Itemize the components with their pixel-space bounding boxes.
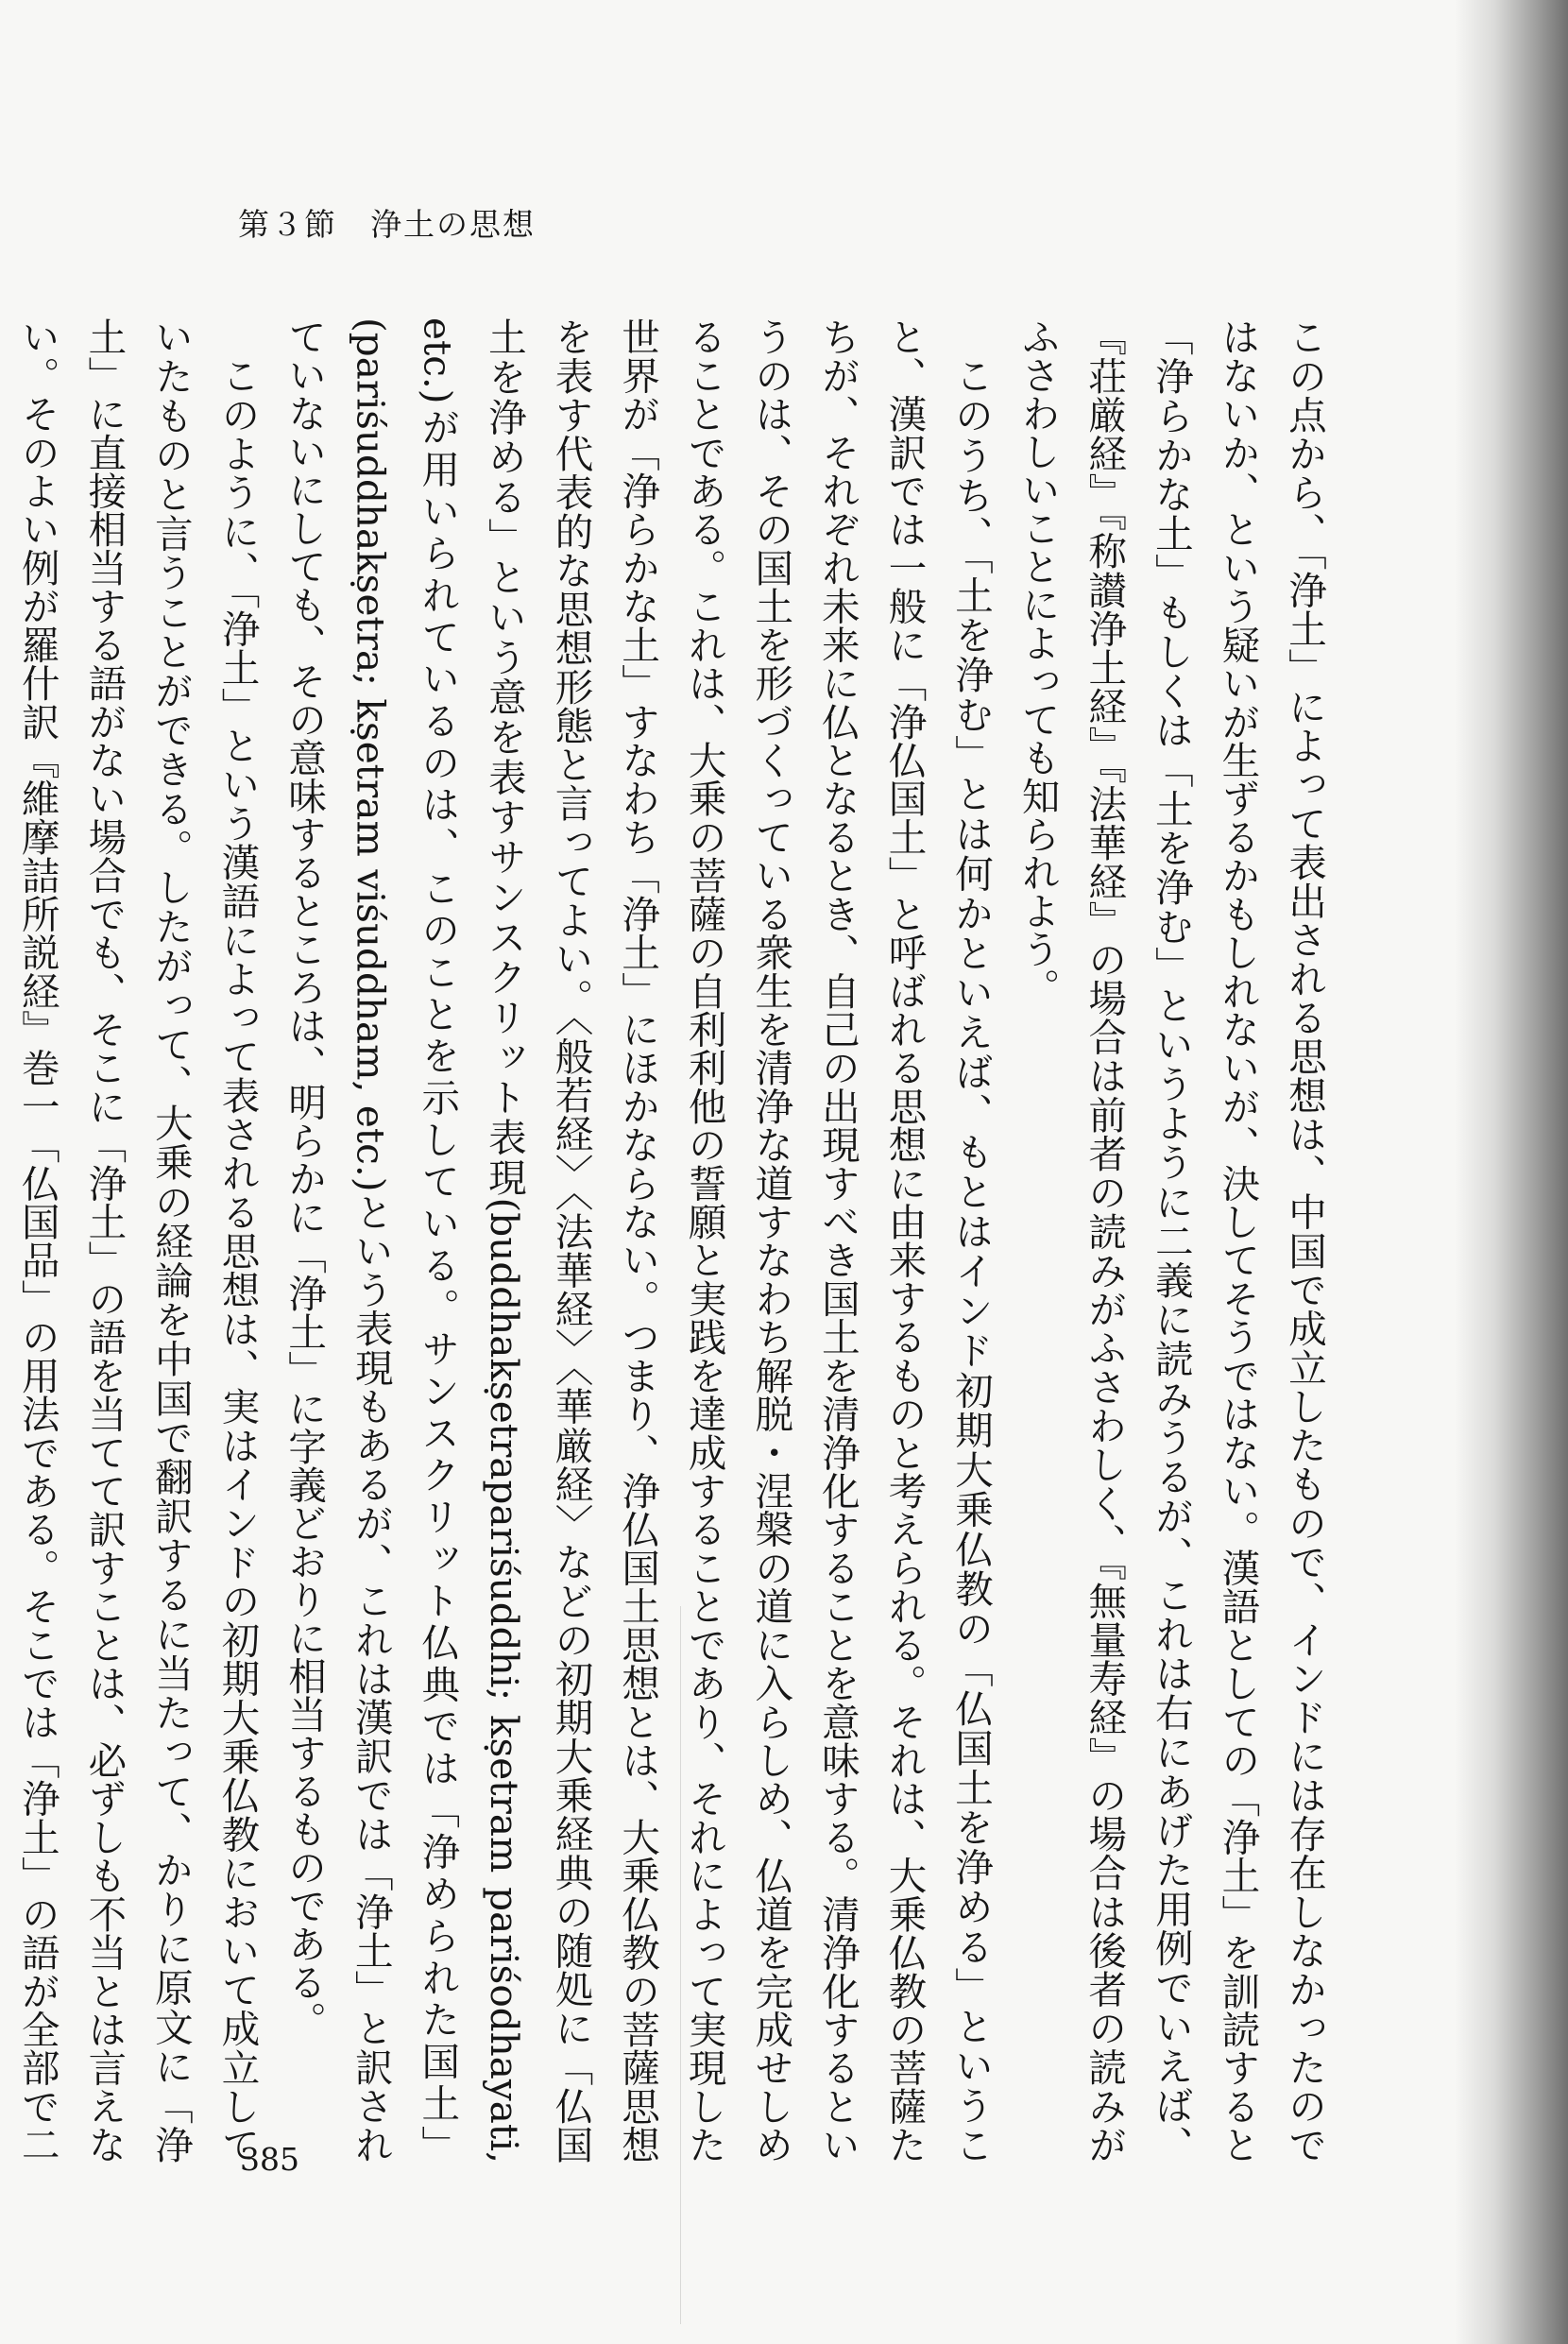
page-number: 385: [240, 2141, 299, 2178]
section-header: 第３節 浄土の思想: [238, 206, 536, 243]
scan-artifact-line: [680, 1606, 681, 2324]
vertical-body-text: [14, 317, 1338, 2164]
paragraph: この点から、「浄土」によって表出される思想は、中国で成立したもので、インドには存在しなかったのではないか、という疑いが生ずるかもしれないが、決してそうではない。漢語としての「浄土」を訓読すると「浄らかな土」もしくは「土を浄む」というように二義に読みうるが、これは右にあげた用例でいえば、『荘厳経』『称讃浄土経』『法華経』の場合は前者の読みがふさわしく、『無量寿経』の場合は後者の読みがふさわしいことによっても知られよう。: [1014, 317, 1327, 2164]
scan-shadow-edge: [1455, 0, 1568, 2344]
paragraph: このように、「浄土」という漢語によって表される思想は、実はインドの初期大乗仏教において成立していたものと言うことができる。したがって、大乗の経論を中国で翻訳するに当たって、かりに原文に「浄土」に直接相当する語がない場合でも、そこに「浄土」の語を当てて訳すことは、必ずしも不当とは言えない。そのよい例が羅什訳『維摩詰所説経』巻一「仏国品」の用法である。そこでは「浄土」の語が全部で二: [14, 317, 261, 2164]
paragraph: このうち、「土を浄む」とは何かといえば、もとはインド初期大乗仏教の「仏国土を浄める」ということ、漢訳では一般に「浄仏国土」と呼ばれる思想に由来するものと考えられる。それは、大乗仏教の菩薩たちが、それぞれ未来に仏となるとき、自己の出現すべき国土を清浄化することを意味する。清浄化するというのは、その国土を形づくっている衆生を清浄な道すなわち解脱・涅槃の道に入らしめ、仏道を完成せしめることである。これは、大乗の菩薩の自利利他の誓願と実践を達成することであり、それによって実現した世界が「浄らかな土」すなわち「浄土」にほかならない。つまり、浄仏国土思想とは、大乗仏教の菩薩思想を表す代表的な思想形態と言ってよい。〈般若経〉〈法華経〉〈華厳経〉などの初期大乗経典の随処に「仏国土を浄める」という意を表すサンスクリット表現(buddhakṣetrapariśuddhi; kṣetram pariśodhayati, etc.)が用いられているのは、このことを示している。サンスクリット仏典では「浄められた国土」(pariśuddhakṣetra; kṣetram viśuddham, etc.)という表現もあるが、これは漢訳では「浄土」と訳されていないにしても、その意味するところは、明らかに「浄土」に字義どおりに相当するものである。: [281, 317, 995, 2164]
